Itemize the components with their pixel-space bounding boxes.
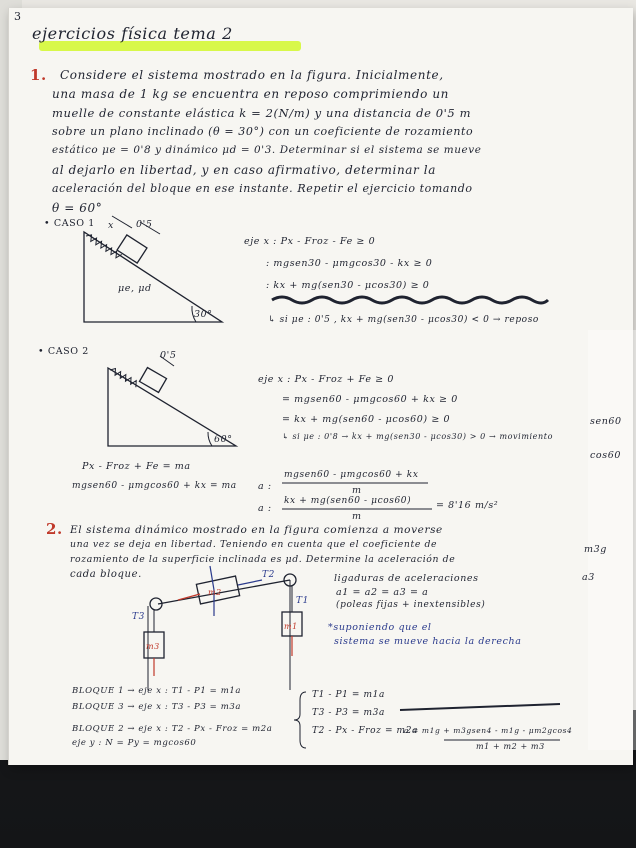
caso1-eq: : mgsen30 - μmgcos30 - kx ≥ 0	[266, 258, 433, 269]
caso1-eq: eje x : Px - Froz - Fe ≥ 0	[244, 236, 376, 247]
problem1-line: una masa de 1 kg se encuentra en reposo comprimiendo un	[52, 87, 450, 101]
a-label: a :	[258, 503, 272, 514]
problem1-line: aceleración del bloque en ese instante. Repetir el ejercicio tomando	[52, 182, 473, 195]
page-number: 3	[14, 10, 22, 23]
problem2-line: El sistema dinámico mostrado en la figura comienza a moverse	[70, 524, 443, 536]
caso2-label: • CASO 2	[38, 346, 89, 357]
mass-m1-label: m1	[284, 622, 298, 631]
caso1-distance-label: 0'5	[136, 219, 153, 230]
bloque-equation: BLOQUE 3 → eje x : T3 - P3 = m3a	[72, 702, 242, 712]
caso1-label: • CASO 1	[44, 218, 95, 229]
a-numerator: mgsen60 - μmgcos60 + kx	[284, 470, 419, 480]
assumption-line: *suponiendo que el	[328, 622, 432, 633]
problem2-line: rozamiento de la superficie inclinada es μd. Determine la aceleración de	[70, 554, 456, 565]
ligaduras-line: a1 = a2 = a3 = a	[336, 587, 429, 598]
problem1-line: Considere el sistema mostrado en la figura. Inicialmente,	[60, 68, 444, 82]
caso1-angle-label: 30°	[194, 309, 213, 320]
problem1-line: al dejarlo en libertad, y en caso afirmativo, determinar la	[52, 163, 436, 177]
a-denominator: m	[352, 511, 362, 522]
caso1-x-label: x	[108, 220, 114, 231]
mass-m3-label: m3	[146, 642, 160, 651]
bloque-equation: BLOQUE 2 → eje x : T2 - Px - Froz = m2a	[72, 724, 273, 734]
bloque-equation: BLOQUE 1 → eje x : T1 - P1 = m1a	[72, 686, 242, 696]
newton-equation: Px - Froz + Fe = ma	[82, 461, 191, 472]
ligaduras-line: ligaduras de aceleraciones	[334, 573, 479, 584]
ligaduras-line: (poleas fijas + inextensibles)	[336, 600, 486, 610]
tension-t1-label: T1	[296, 596, 309, 606]
problem2-line: cada bloque.	[70, 569, 142, 580]
problem2-line: una vez se deja en libertad. Teniendo en cuenta que el coeficiente de	[70, 539, 438, 550]
problem2-number: 2.	[46, 520, 63, 538]
system-equation: T1 - P1 = m1a	[312, 690, 385, 700]
caso2-eq: = kx + mg(sen60 - μcos60) ≥ 0	[282, 414, 451, 425]
caso1-eq: ↳ si μe : 0'5 , kx + mg(sen30 - μcos30) < 0 → reposo	[268, 315, 539, 325]
system-equation: T3 - P3 = m3a	[312, 708, 385, 718]
problem1-number: 1.	[30, 66, 47, 84]
bloque-equation: eje y : N = Py = mgcos60	[72, 738, 197, 748]
page-title: ejercicios física tema 2	[32, 24, 233, 43]
margin-note: sen60	[590, 416, 622, 427]
problem1-line: estático μe = 0'8 y dinámico μd = 0'3. Determinar si el sistema se mueve	[52, 144, 482, 156]
caso1-eq: : kx + mg(sen30 - μcos30) ≥ 0	[266, 280, 430, 291]
assumption-line: sistema se mueve hacia la derecha	[334, 636, 522, 647]
a-result: = 8'16 m/s²	[436, 500, 499, 511]
problem1-line: θ = 60°	[52, 201, 103, 215]
problem1-line: muelle de constante elástica k = 2(N/m) y una distancia de 0'5 m	[52, 106, 472, 120]
caso2-eq: eje x : Px - Froz + Fe ≥ 0	[258, 374, 395, 385]
a-label: a :	[258, 481, 272, 492]
system-equation: T2 - Px - Froz = m2a	[312, 726, 418, 736]
caso2-distance-label: 0'5	[160, 350, 177, 361]
margin-note: cos60	[590, 450, 622, 461]
a-numerator: kx + mg(sen60 - μcos60)	[284, 496, 412, 506]
mass-m2-label: m2	[208, 588, 222, 597]
problem1-line: sobre un plano inclinado (θ = 30°) con un coeficiente de rozamiento	[52, 125, 474, 138]
solution-denominator: m1 + m2 + m3	[476, 742, 545, 751]
caso1-mu-label: μe, μd	[118, 283, 152, 294]
margin-note: a3	[582, 572, 595, 583]
tension-t2-label: T2	[262, 570, 275, 580]
a-denominator: m	[352, 485, 362, 496]
caso2-angle-label: 60°	[214, 434, 233, 445]
caso2-eq: ↳ si μe : 0'8 → kx + mg(sen30 - μcos30) > 0 → movimiento	[282, 432, 553, 441]
margin-note: m3g	[584, 544, 607, 555]
expanded-equation: mgsen60 - μmgcos60 + kx = ma	[72, 481, 237, 491]
tension-t3-label: T3	[132, 612, 145, 622]
caso2-eq: = mgsen60 - μmgcos60 + kx ≥ 0	[282, 394, 458, 405]
solution-numerator: a = m1g + m3gsen4 - m1g - μm2gcos4	[404, 726, 573, 735]
